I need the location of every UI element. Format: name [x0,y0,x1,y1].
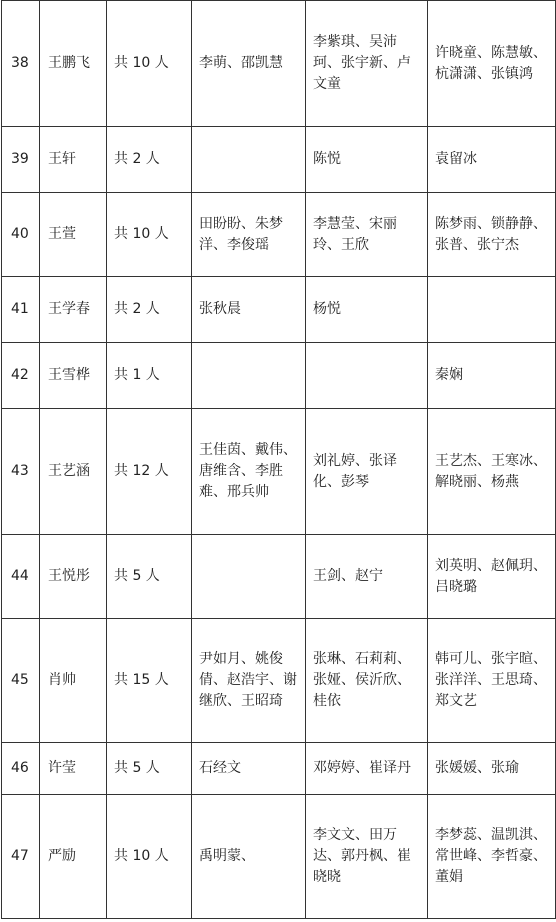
member-list [199,846,301,867]
group-c-members [428,127,556,193]
mentor-name: 王学春 [40,277,107,343]
group-c-members [428,535,556,619]
member-list [435,556,551,598]
mentor-name: 王鹏飞 [40,1,107,127]
member-list [199,214,301,256]
row-number: 39 [2,127,40,193]
member-count: 共 1 人 [107,343,192,409]
mentor-name: 王萱 [40,193,107,277]
member-list-line: 张娅、侯沂欣、 [313,672,411,688]
member-list-line: 继欣、王昭琦 [199,693,283,709]
member-list-line: 许晓童、陈慧敏、 [435,44,547,61]
member-list-line: 李紫琪、吴沛 [313,34,397,50]
group-c-members [428,743,556,795]
group-b-members [306,743,428,795]
group-a-members [192,127,306,193]
member-count: 共 2 人 [107,127,192,193]
member-list-line: 邓婷婷、崔译丹 [313,760,411,776]
group-c-members [428,409,556,535]
member-list [435,649,551,712]
group-b-members [306,619,428,743]
group-a-members [192,1,306,127]
member-list-line: 吕晓璐 [435,578,477,595]
row-number: 45 [2,619,40,743]
member-list-line: 杭潇潇、张镇鸿 [435,65,533,82]
group-c-members [428,193,556,277]
member-list [313,32,423,95]
member-count: 共 15 人 [107,619,192,743]
member-list-line: 解晓丽、杨燕 [435,473,519,490]
group-b-members [306,535,428,619]
member-list-line: 秦娴 [435,367,463,383]
group-c-members [428,343,556,409]
member-list [199,440,301,503]
member-list [313,649,423,712]
group-b-members [306,1,428,127]
member-list-line: 张媛媛、张瑜 [435,760,519,776]
member-list [435,451,551,493]
row-number: 42 [2,343,40,409]
table-row [2,127,556,193]
table-row [2,193,556,277]
row-number: 38 [2,1,40,127]
member-list-line: 袁留冰 [435,151,477,167]
table-row [2,743,556,795]
member-list [313,214,423,256]
member-list-line: 韩可儿、张宇暄、 [435,651,547,667]
member-list [435,149,551,170]
member-list [313,149,423,170]
member-list-line: 李梦蕊、温凯淇、 [435,827,547,843]
member-count: 共 10 人 [107,1,192,127]
member-list-line: 王艺杰、王寒冰、 [435,452,547,469]
member-list-line: 唐维含、李胜 [199,463,283,479]
mentor-name: 王轩 [40,127,107,193]
group-a-members [192,795,306,919]
mentor-name: 王雪桦 [40,343,107,409]
member-list [435,43,551,85]
group-b-members [306,127,428,193]
table-row [2,409,556,535]
member-list [199,758,301,779]
member-list-line: 晓晓 [313,869,341,885]
member-list-line: 杨悦 [313,301,341,317]
table-row [2,1,556,127]
row-number: 47 [2,795,40,919]
member-count: 共 12 人 [107,409,192,535]
table-row [2,795,556,919]
member-count: 共 10 人 [107,193,192,277]
member-list-line: 李慧莹、宋丽 [313,215,397,232]
member-list-line: 珂、张宇新、卢 [313,55,411,71]
member-list [199,649,301,712]
member-list [435,825,551,888]
member-list [313,758,423,779]
group-a-members [192,343,306,409]
member-list-line: 常世峰、李哲豪、 [435,848,547,864]
group-c-members [428,277,556,343]
member-list-line: 刘礼婷、张译 [313,452,397,469]
group-b-members [306,409,428,535]
row-number: 41 [2,277,40,343]
group-c-members [428,619,556,743]
mentor-name: 肖帅 [40,619,107,743]
member-list-line: 达、郭丹枫、崔 [313,848,411,864]
member-list [199,53,301,74]
member-list-line: 尹如月、姚俊 [199,651,283,667]
member-list [313,566,423,587]
row-number: 43 [2,409,40,535]
group-b-members [306,193,428,277]
member-list-line: 桂依 [313,693,341,709]
member-list-line: 郑文艺 [435,693,477,709]
member-list-line: 文童 [313,76,341,92]
member-list-line: 李文文、田万 [313,827,397,843]
member-list-line: 张琳、石莉莉、 [313,651,411,667]
group-a-members [192,619,306,743]
table-row [2,619,556,743]
member-list-line: 董娟 [435,869,463,885]
member-list-line: 石经文 [199,760,241,776]
member-list-line: 张洋洋、王思琦、 [435,672,547,688]
member-list-line: 化、彭琴 [313,473,369,490]
row-number: 44 [2,535,40,619]
member-list-line: 张秋晨 [199,301,241,317]
group-a-members [192,193,306,277]
member-list-line: 陈梦雨、锁静静、 [435,215,547,232]
group-c-members [428,795,556,919]
member-list-line: 田盼盼、朱梦 [199,215,283,232]
mentor-name: 许莹 [40,743,107,795]
mentor-name: 王艺涵 [40,409,107,535]
member-list-line: 陈悦 [313,151,341,167]
member-count: 共 10 人 [107,795,192,919]
member-count: 共 2 人 [107,277,192,343]
group-a-members [192,743,306,795]
group-a-members [192,409,306,535]
table-row [2,277,556,343]
group-c-members [428,1,556,127]
table-row [2,535,556,619]
member-list-line: 禹明蒙、 [199,848,255,864]
table-row [2,343,556,409]
group-b-members [306,343,428,409]
mentor-name: 严励 [40,795,107,919]
member-list [435,214,551,256]
row-number: 46 [2,743,40,795]
member-list-line: 王佳茵、戴伟、 [199,442,297,458]
roster-table-body [2,1,556,919]
member-list-line: 王剑、赵宁 [313,568,383,584]
member-list [313,299,423,320]
member-list [313,825,423,888]
member-count: 共 5 人 [107,743,192,795]
member-list-line: 难、邢兵帅 [199,484,269,500]
member-list-line: 张普、张宁杰 [435,236,519,253]
member-list [199,299,301,320]
member-list-line: 刘英明、赵佩玥、 [435,557,547,574]
group-b-members [306,277,428,343]
member-list [435,365,551,386]
row-number: 40 [2,193,40,277]
mentor-name: 王悦彤 [40,535,107,619]
group-a-members [192,535,306,619]
member-list-line: 倩、赵浩宇、谢 [199,672,297,688]
member-count: 共 5 人 [107,535,192,619]
member-list-line: 洋、李俊瑶 [199,236,269,253]
roster-table [1,0,556,919]
member-list-line: 玲、王欣 [313,236,369,253]
member-list [435,758,551,779]
member-list [313,451,423,493]
member-list-line: 李萌、邵凯慧 [199,55,283,71]
group-b-members [306,795,428,919]
group-a-members [192,277,306,343]
